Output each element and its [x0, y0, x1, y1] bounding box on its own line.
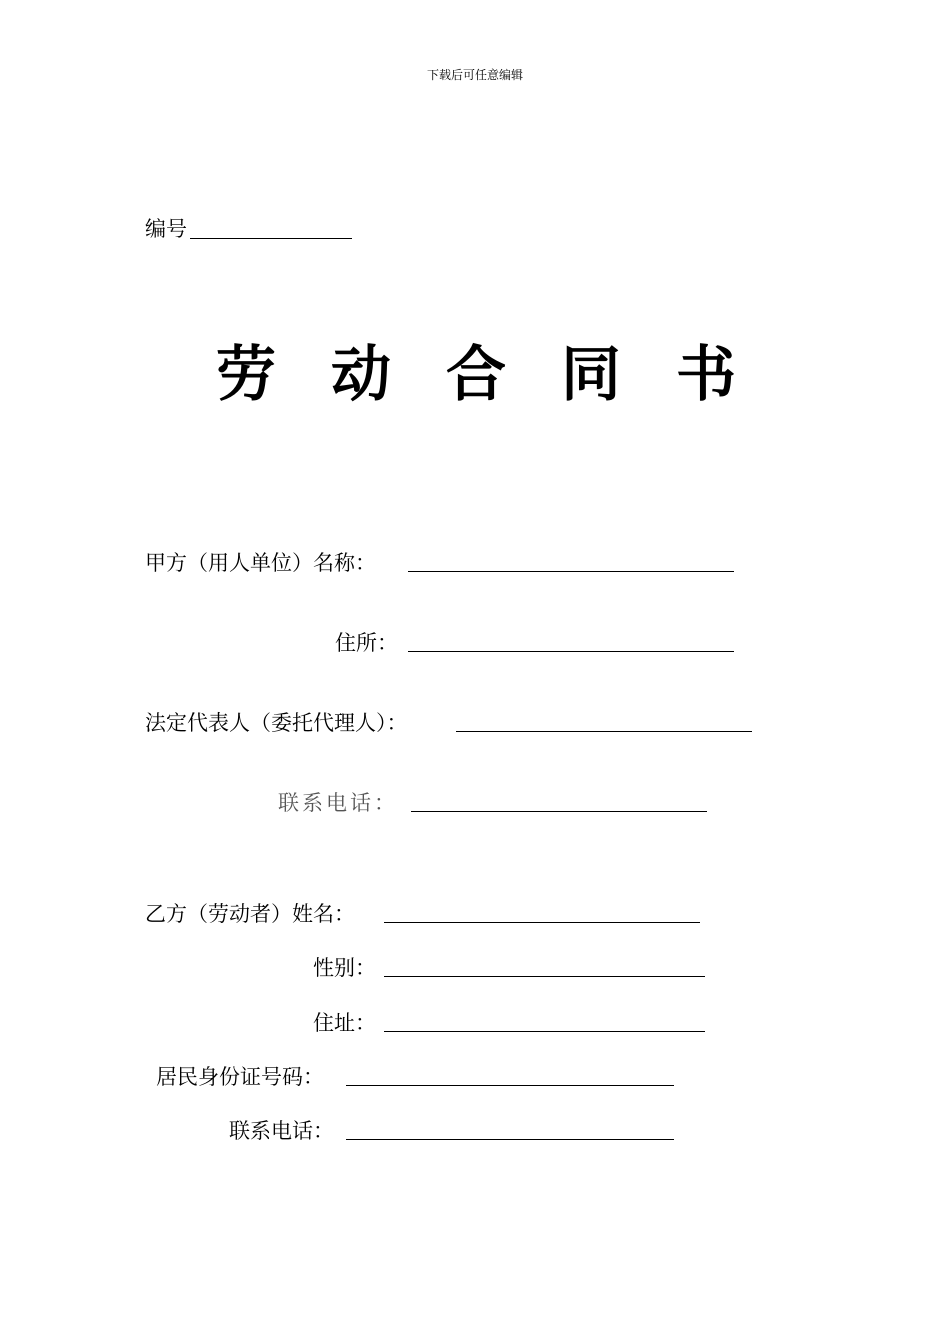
- party-b-id-label: 居民身份证号码：: [156, 1065, 324, 1089]
- title-char: 动: [331, 340, 391, 410]
- title-char: 书: [676, 340, 736, 410]
- party-a-phone-blank[interactable]: [411, 811, 707, 812]
- party-a-name-label: 甲方（用人单位）名称：: [145, 551, 376, 575]
- party-b-address-label: 住址：: [313, 1011, 376, 1035]
- serial-label: 编号: [145, 217, 187, 241]
- title-char: 合: [446, 340, 506, 410]
- serial-blank[interactable]: [190, 238, 352, 239]
- title-char: 同: [561, 340, 621, 410]
- party-b-name-label: 乙方（劳动者）姓名：: [145, 902, 355, 926]
- title-char: 劳: [216, 340, 276, 410]
- party-a-phone-label: 联系电话：: [278, 791, 398, 815]
- party-a-name-blank[interactable]: [408, 571, 734, 572]
- party-a-legal-rep-blank[interactable]: [456, 731, 752, 732]
- party-b-name-blank[interactable]: [384, 922, 700, 923]
- party-a-address-blank[interactable]: [408, 651, 734, 652]
- party-b-address-blank[interactable]: [384, 1031, 705, 1032]
- party-b-phone-blank[interactable]: [346, 1139, 674, 1140]
- party-b-gender-blank[interactable]: [384, 976, 705, 977]
- party-a-address-label: 住所：: [335, 631, 398, 655]
- party-b-id-blank[interactable]: [346, 1085, 674, 1086]
- party-b-gender-label: 性别：: [313, 956, 376, 980]
- page-header-note: 下载后可任意编辑: [426, 68, 523, 82]
- party-b-phone-label: 联系电话：: [229, 1119, 334, 1143]
- party-a-legal-rep-label: 法定代表人（委托代理人）：: [145, 711, 408, 735]
